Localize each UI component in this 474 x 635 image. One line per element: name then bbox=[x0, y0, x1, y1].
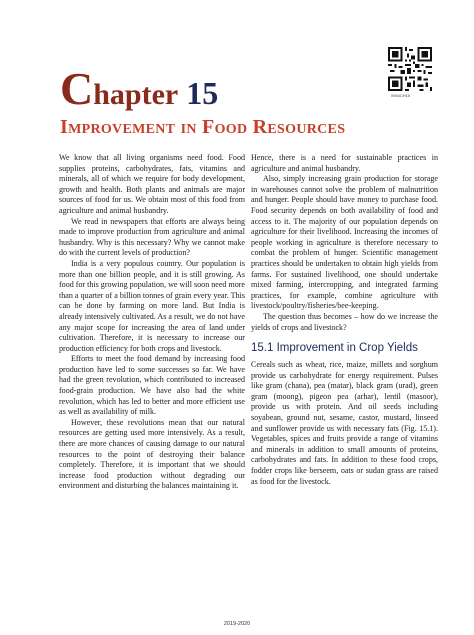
chapter-word: hapter bbox=[93, 78, 179, 111]
qr-code-label: 0964CH15 bbox=[391, 93, 411, 98]
qr-code-icon bbox=[388, 47, 432, 91]
section-title: Improvement in Crop Yields bbox=[276, 342, 418, 355]
right-column bbox=[251, 153, 438, 487]
paragraph: The question thus becomes – how do we increase the yields of crops and livestock? bbox=[251, 311, 438, 332]
paragraph: India is a very populous country. Our population is more than one billion people, and it is still growing. As food for this growing population, we will soon need more than a quarter of a billion tonnes of grain every year. This can be done by farming on more land. But India is already intensively cultivated. As a result, we do not have any major scope for increasing the area of land under cultivation. Therefore, it is necessary to increase our production efficiency for both crops and livestock. bbox=[59, 258, 245, 353]
paragraph: Also, simply increasing grain production for storage in warehouses cannot solve the problem of malnutrition and hunger. People should have money to purchase food. Food security depends on both availability of food and access to it. The majority of our population depends on agriculture for their livelihood. Increasing the incomes of people working in agriculture is therefore necessary to combat the problem of hunger. Scientific management practices should be undertaken to obtain high yields from farms. For sustained livelihood, one should undertake mixed farming, intercropping, and integrated farming practices, for example, combine agriculture with livestock/poultry/fisheries/bee-keeping. bbox=[251, 174, 438, 311]
section-number: 15.1 bbox=[251, 342, 274, 355]
paragraph: We know that all living organisms need food. Food supplies proteins, carbohydrates, fats, vitamins and minerals, all of which we require for body development, growth and health. Both plants and animals are major sources of food for us. We obtain most of this food from agriculture and animal husbandry. bbox=[59, 153, 245, 215]
left-column bbox=[59, 153, 245, 492]
paragraph: Cereals such as wheat, rice, maize, millets and sorghum provide us carbohydrate for energy requirement. Pulses like gram (chana), pea (matar), black gram (urad), green gram (moong), pigeon pea (arhar), lentil (masoor), provide us with protein. And oil seeds including soyabean, ground nut, sesame, castor, mustard, linseed and sunflower provide us with necessary fats (Fig. 15.1). Vegetables, spices and fruits provide a range of vitamins and minerals in addition to small amounts of proteins, carbohydrates and fats. In addition to these food crops, fodder crops like berseem, oats or sudan grass are raised as food for the livestock. bbox=[251, 360, 438, 486]
paragraph: However, these revolutions mean that our natural resources are getting used more intensively. As a result, there are more chances of causing damage to our natural resources to the point of destroying their balance completely. Therefore, it is important that we should increase food production without degrading our environment and disturbing the balances maintaining it. bbox=[59, 417, 245, 491]
chapter-number: 15 bbox=[186, 75, 219, 111]
paragraph: We read in newspapers that efforts are always being made to improve production from agriculture and animal husbandry. Why is this necessary? Why we cannot make do with the current levels of production? bbox=[59, 216, 245, 258]
chapter-label bbox=[60, 63, 219, 114]
page-footer-year: 2019-2020 bbox=[223, 621, 251, 627]
section-heading bbox=[251, 341, 438, 355]
chapter-initial: C bbox=[60, 63, 94, 114]
chapter-heading: Improvement in Food Resources bbox=[60, 116, 346, 138]
paragraph: Hence, there is a need for sustainable practices in agriculture and animal husbandry. bbox=[251, 153, 438, 173]
paragraph: Efforts to meet the food demand by increasing food production have led to some successes so far. We have had the green revolution, which contributed to increased food-grain production. We have also had the white revolution, which has led to better and more efficient use as well as availability of milk. bbox=[59, 354, 245, 417]
